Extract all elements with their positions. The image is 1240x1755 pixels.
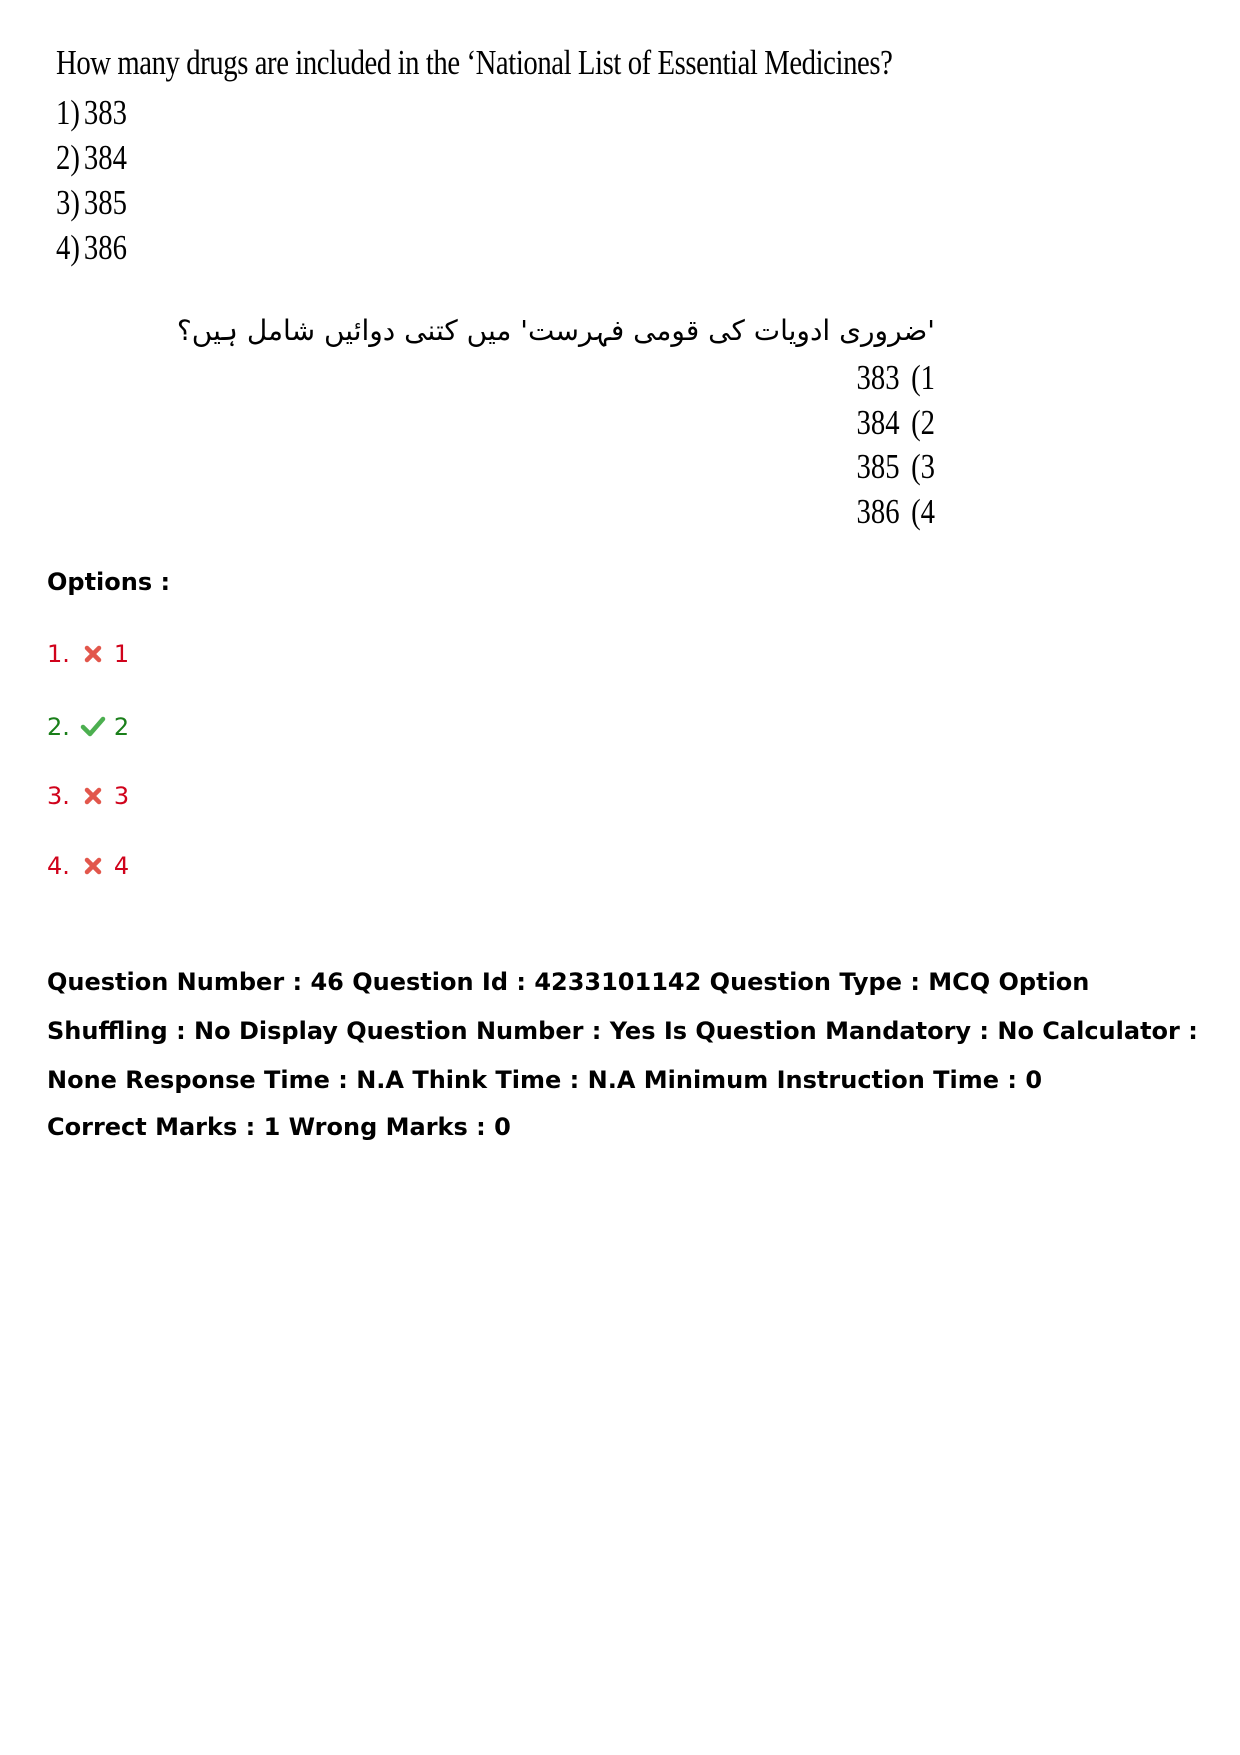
- question-option-english: 2) 384: [56, 138, 127, 177]
- option-label: 4: [113, 852, 130, 880]
- question-option-english: 4) 386: [56, 228, 127, 267]
- option-row-3: [47, 782, 129, 810]
- question-option-english: 1) 383: [56, 93, 127, 132]
- option-index: 4.: [47, 852, 70, 880]
- option-label: 2: [113, 713, 130, 741]
- question-options-urdu: [375, 356, 935, 534]
- question-marks: Correct Marks : 1 Wrong Marks : 0: [47, 1113, 511, 1141]
- question-stem-english: How many drugs are included in the ‘National List of Essential Medicines?: [56, 43, 893, 82]
- question-stem-urdu: 'ضروری ادویات کی قومی فہرست' میں کتنی دوائیں شامل ہیں؟: [176, 314, 935, 347]
- question-option-urdu: 383 (1: [856, 358, 935, 397]
- option-row-1: [47, 640, 129, 668]
- question-option-urdu: 384 (2: [856, 402, 935, 442]
- question-english: [56, 36, 893, 270]
- option-label: 1: [113, 640, 130, 668]
- cross-icon: [80, 641, 106, 667]
- cross-icon: [80, 783, 106, 809]
- check-icon: [80, 714, 106, 740]
- question-meta: Question Number : 46 Question Id : 4233101142 Question Type : MCQ Option Shuffling : No Display Question Number : Yes Is Question Mandatory : No Calculator : None Response Time : N.A Think Time : N.A Minimum Instruction Time : 0: [47, 968, 1198, 1094]
- question-option-urdu: 386 (4: [856, 491, 935, 531]
- question-option-urdu: 385 (3: [856, 447, 935, 486]
- option-index: 3.: [47, 782, 70, 810]
- option-index: 1.: [47, 640, 70, 668]
- question-option-english: 3) 385: [56, 183, 127, 222]
- options-heading: Options :: [47, 568, 171, 596]
- option-label: 3: [113, 782, 130, 810]
- option-row-2: [47, 713, 129, 741]
- cross-icon: [80, 853, 106, 879]
- option-row-4: [47, 852, 129, 880]
- question-urdu: [176, 306, 935, 534]
- option-index: 2.: [47, 713, 70, 741]
